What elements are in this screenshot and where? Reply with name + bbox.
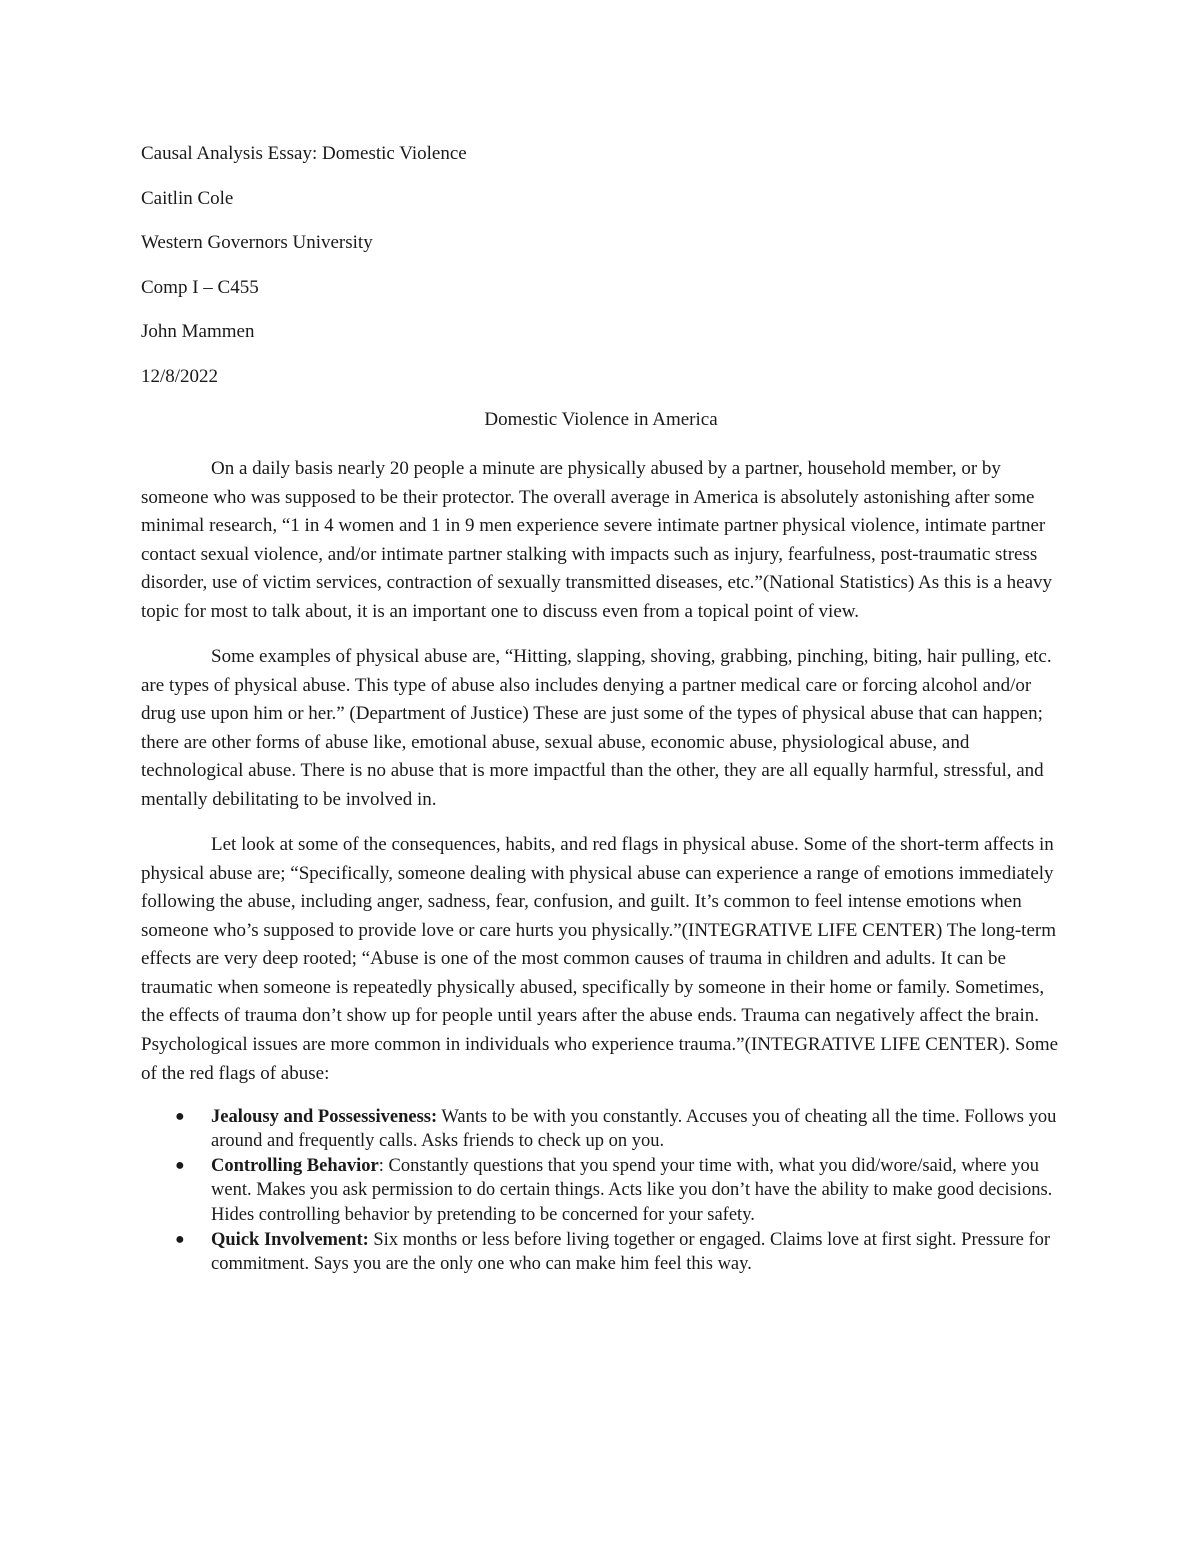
bullet-icon: ● [175,1107,185,1125]
list-item-term: Quick Involvement: [211,1229,369,1250]
red-flags-list [141,1105,1061,1277]
list-item-term: Jealousy and Possessiveness: [211,1106,438,1127]
header-course: Comp I – C455 [141,276,259,298]
list-item-term: Controlling Behavior [211,1155,379,1176]
header-essay-title: Causal Analysis Essay: Domestic Violence [141,143,467,164]
bullet-icon: ● [175,1156,185,1174]
paragraph-1: On a daily basis nearly 20 people a minute are physically abused by a partner, household member, or by someone who was supposed to be their protector. The overall average in America is absolutely astonishing after some minimal research, “1 in 4 women and 1 in 9 men experience severe intimate partner physical violence, intimate partner contact sexual violence, and/or intimate partner stalking with impacts such as injury, fearfulness, post-traumatic stress disorder, use of victim services, contraction of sexually transmitted diseases, etc.”(National Statistics) As this is a heavy topic for most to talk about, it is an important one to discuss even from a topical point of view. [141,458,1053,622]
essay-header [141,140,1061,408]
paragraph-2: Some examples of physical abuse are, “Hitting, slapping, shoving, grabbing, pinching, biting, hair pulling, etc. are types of physical abuse. This type of abuse also includes denying a partner medical care or forcing alcohol and/or drug use upon him or her.” (Department of Justice) These are just some of the types of physical abuse that can happen; there are other forms of abuse like, emotional abuse, sexual abuse, economic abuse, physiological abuse, and technological abuse. There is no abuse that is more impactful than the other, they are all equally harmful, stressful, and mentally debilitating to be involved in. [141,645,1052,810]
bullet-icon: ● [175,1230,185,1248]
header-instructor: John Mammen [141,321,255,343]
list-item [141,1154,1061,1228]
list-item-text: : Constantly questions that you spend your time with, what you did/wore/said, where you went. Makes you ask permission to do certain things. Acts like you don’t have the ability to make good decisions. Hides controlling behavior by pretending to be concerned for your safety. [211,1155,1053,1226]
essay-body [141,455,1061,1277]
list-item-text: Six months or less before living together or engaged. Claims love at first sight. Pressure for commitment. Says you are the only one who can make him feel this way. [211,1229,1051,1275]
list-item-text: Wants to be with you constantly. Accuses you of cheating all the time. Follows you around and frequently calls. Asks friends to check up on you. [211,1106,1057,1152]
list-item [141,1228,1061,1277]
paragraph-3: Let look at some of the consequences, habits, and red flags in physical abuse. Some of the short-term affects in physical abuse are; “Specifically, someone dealing with physical abuse can experience a range of emotions immediately following the abuse, including anger, sadness, fear, confusion, and guilt. It’s common to feel intense emotions when someone who’s supposed to provide love or care hurts you physically.”(INTEGRATIVE LIFE CENTER) The long-term effects are very deep rooted; “Abuse is one of the most common causes of trauma in children and adults. It can be traumatic when someone is repeatedly physically abused, specifically by someone in their home or family. Sometimes, the effects of trauma don’t show up for people until years after the abuse ends. Trauma can negatively affect the brain. Psychological issues are more common in individuals who experience trauma.”(INTEGRATIVE LIFE CENTER). Some of the red flags of abuse: [141,833,1059,1084]
header-author: Caitlin Cole [141,187,234,209]
header-institution: Western Governors University [141,232,373,254]
page-title: Domestic Violence in America [484,409,718,430]
list-item [141,1105,1061,1154]
header-date: 12/8/2022 [141,365,219,387]
